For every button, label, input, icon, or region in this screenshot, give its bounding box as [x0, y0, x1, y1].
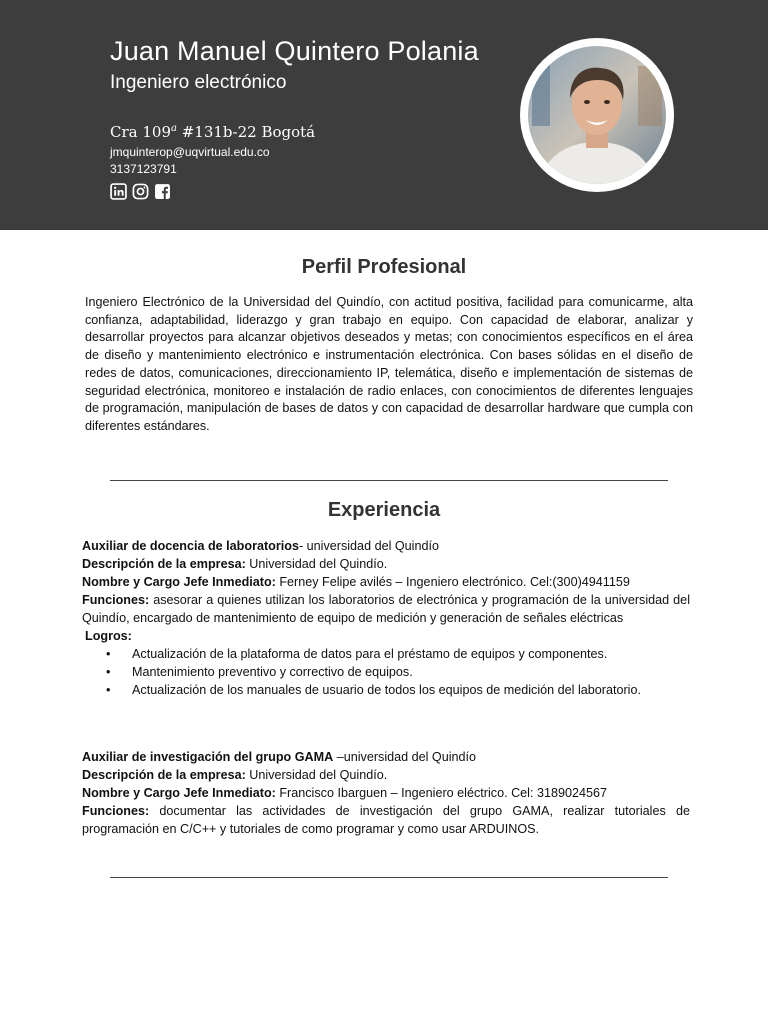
address — [110, 123, 315, 141]
job-company-description — [82, 766, 690, 784]
instagram-icon[interactable] — [132, 183, 149, 200]
field-label: Funciones: — [82, 804, 150, 818]
list-item: • Mantenimiento preventivo y correctivo de equipos. — [82, 663, 690, 681]
section-divider — [110, 480, 668, 481]
job-organization: –universidad del Quindío — [333, 750, 477, 764]
field-label: Descripción de la empresa: — [82, 768, 246, 782]
achievements-list — [82, 645, 690, 699]
experience-entry — [82, 537, 690, 699]
achievements-label: Logros: — [85, 629, 132, 643]
field-label: Nombre y Cargo Jefe Inmediato: — [82, 575, 276, 589]
job-supervisor — [82, 573, 690, 591]
experience-section-title: Experiencia — [327, 499, 441, 521]
candidate-role: Ingeniero electrónico — [110, 72, 287, 93]
address-suffix: #131b-22 Bogotá — [176, 123, 316, 141]
profile-photo-frame — [520, 38, 674, 192]
profile-summary: Ingeniero Electrónico de la Universidad del Quindío, con actitud positiva, facilidad para comunicarme, alta confianza, adaptabilidad, liderazgo y gran trabajo en equipo. Con capacidad de elaborar, analizar y desarrollar proyectos para alcanzar objetivos deseados y metas; con conocimientos específicos en el área de diseño y mantenimiento electrónico e instrumentación electrónica. Con bases sólidas en el diseño de redes de datos, comunicaciones, direccionamiento IP, telemática, diseño e implementación de sistemas de seguridad electrónica, monitoreo e instalación de radio enlaces, con conocimientos de diferentes lenguajes de programación, manipulación de bases de datos y con capacidad de desarrollar hardware que cumpla con diferentes estándares. — [85, 295, 693, 433]
experience-entry — [82, 748, 690, 838]
field-value: Universidad del Quindío. — [245, 768, 388, 782]
linkedin-icon[interactable] — [110, 183, 127, 200]
list-item: • Actualización de los manuales de usuario de todos los equipos de medición del laboratorio. — [82, 681, 690, 699]
header-banner — [0, 0, 768, 230]
social-links — [110, 183, 171, 200]
field-value: Universidad del Quindío. — [245, 557, 388, 571]
field-value: asesorar a quienes utilizan los laboratorios de electrónica y programación de la universidad del Quindío, encargado de mantenimiento de equipo de medición y generación de señales eléctricas — [82, 593, 690, 625]
email[interactable]: jmquinterop@uqvirtual.edu.co — [110, 145, 270, 159]
field-label: Nombre y Cargo Jefe Inmediato: — [82, 786, 276, 800]
section-divider — [110, 877, 668, 878]
candidate-name: Juan Manuel Quintero Polania — [110, 36, 479, 66]
job-supervisor — [82, 784, 690, 802]
phone: 3137123791 — [110, 162, 177, 176]
job-heading — [82, 537, 690, 555]
field-label: Funciones: — [82, 593, 150, 607]
field-value: documentar las actividades de investigación del grupo GAMA, realizar tutoriales de programación en C/C++ y tutoriales de como programar y como usar ARDUINOS. — [82, 804, 690, 836]
profile-photo — [528, 46, 666, 184]
field-value: Ferney Felipe avilés – Ingeniero electrónico. Cel:(300)4941159 — [275, 575, 630, 589]
facebook-icon[interactable] — [154, 183, 171, 200]
list-item: • Actualización de la plataforma de datos para el préstamo de equipos y componentes. — [82, 645, 690, 663]
job-company-description — [82, 555, 690, 573]
job-functions — [82, 591, 690, 627]
job-organization: - universidad del Quindío — [298, 539, 439, 553]
job-functions — [82, 802, 690, 838]
address-superscript: a — [171, 123, 177, 134]
job-position: Auxiliar de investigación del grupo GAMA — [82, 750, 334, 764]
field-label: Descripción de la empresa: — [82, 557, 246, 571]
field-value: Francisco Ibarguen – Ingeniero eléctrico. Cel: 3189024567 — [275, 786, 608, 800]
profile-section-title: Perfil Profesional — [301, 256, 467, 278]
job-heading — [82, 748, 690, 766]
job-position: Auxiliar de docencia de laboratorios — [82, 539, 299, 553]
portrait-illustration — [528, 46, 666, 184]
address-prefix: Cra 109 — [110, 123, 171, 141]
